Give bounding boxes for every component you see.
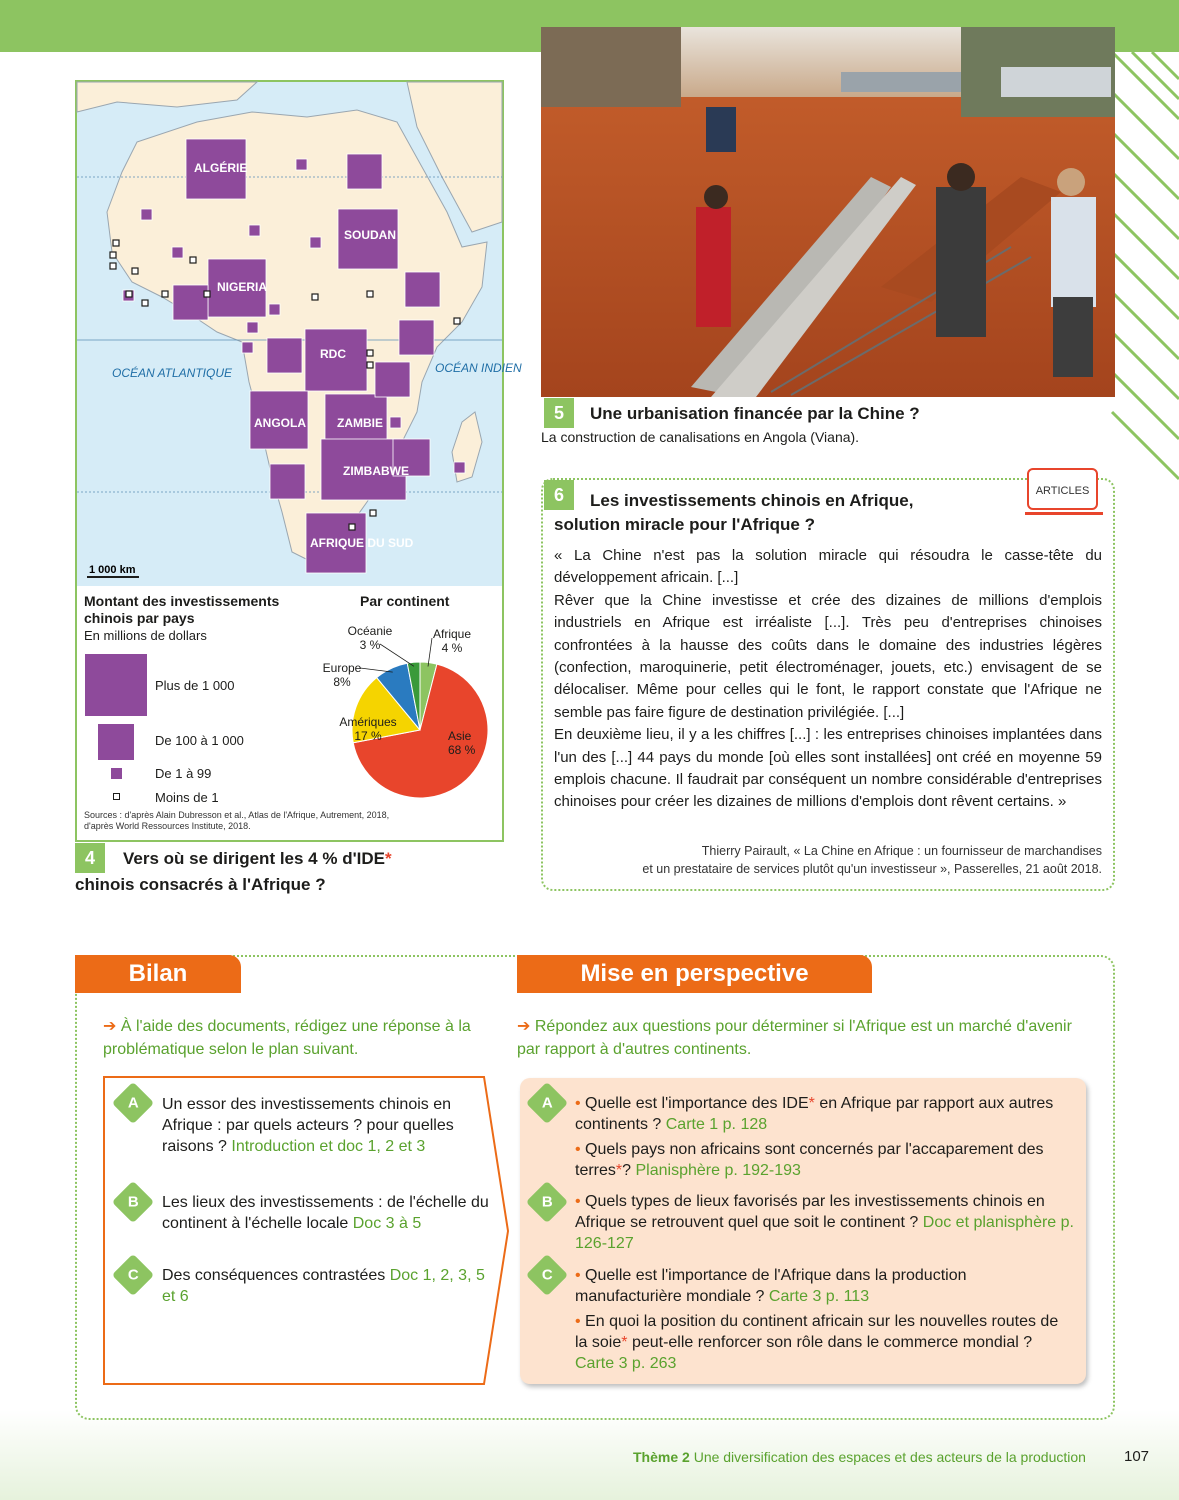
- label-nigeria: NIGERIA: [217, 280, 268, 294]
- label-algerie: ALGÉRIE: [194, 161, 248, 175]
- articles-tag: ARTICLES: [1027, 468, 1098, 510]
- perspective-tab: Mise en perspective: [517, 955, 872, 993]
- legend-square-tiny: [113, 793, 120, 800]
- bilan-intro: ➔ À l'aide des documents, rédigez une réponse à la problématique selon le plan suivant.: [103, 1018, 471, 1058]
- africa-map: [77, 82, 522, 586]
- persp-letter-a: A: [526, 1082, 568, 1124]
- footer-theme: Thème 2 Une diversification des espaces et des acteurs de la production: [633, 1449, 1086, 1465]
- doc6-title-line2: solution miracle pour l'Afrique ?: [554, 515, 815, 534]
- doc5-title: Une urbanisation financée par la Chine ?: [590, 404, 920, 423]
- label-soudan: SOUDAN: [344, 228, 397, 242]
- legend-unit: En millions de dollars: [84, 628, 207, 643]
- label-ocean-atlantique: OCÉAN ATLANTIQUE: [112, 366, 233, 380]
- label-ocean-indien: OCÉAN INDIEN: [435, 361, 522, 375]
- pie-label-afrique: Afrique: [432, 627, 472, 641]
- legend-item-1: Plus de 1 000: [155, 678, 235, 693]
- pie-value-océanie: 3 %: [359, 638, 381, 652]
- attribution-line-1: Thierry Pairault, « La Chine en Afrique : un fournisseur de marchandises: [701, 844, 1102, 858]
- sources-line-1: Sources : d'après Alain Dubresson et al., Atlas de l'Afrique, Autrement, 2018,: [84, 810, 390, 820]
- plan-letter-a: A: [112, 1082, 154, 1124]
- persp-letter-c: C: [526, 1254, 568, 1296]
- bilan-tab: Bilan: [75, 955, 241, 993]
- plan-letter-c: C: [112, 1254, 154, 1296]
- persp-letter-b: B: [526, 1181, 568, 1223]
- map-sources: [84, 810, 424, 832]
- label-zimbabwe: ZIMBABWE: [343, 464, 409, 478]
- doc6-article-text: [554, 545, 1102, 814]
- doc5-caption: La construction de canalisations en Angola (Viana).: [541, 429, 860, 445]
- pie-value-afrique: 4 %: [441, 641, 463, 655]
- sources-line-2: d'après World Ressources Institute, 2018.: [84, 821, 251, 831]
- pie-label-europe: Europe: [322, 661, 362, 675]
- legend-item-2: De 100 à 1 000: [155, 733, 244, 748]
- doc6-attribution: [554, 842, 1102, 878]
- doc6-number: 6: [544, 480, 574, 510]
- plan-letter-b: B: [112, 1181, 154, 1223]
- articles-tag-underline: [1025, 512, 1103, 515]
- persp-question-c2: • En quoi la position du continent africain sur les nouvelles routes de la soie* peut-elle renforcer son rôle dans le commerce mondial ? Carte 3 p. 263: [575, 1313, 1059, 1372]
- pie-value-asie: 68 %: [448, 743, 476, 757]
- legend-square-small: [111, 768, 122, 779]
- persp-question-c1: • Quelle est l'importance de l'Afrique dans la production manufacturière mondiale ? Carte 3 p. 113: [575, 1267, 967, 1305]
- legend-item-4: Moins de 1: [155, 790, 219, 805]
- label-angola: ANGOLA: [254, 416, 306, 430]
- pie-label-asie: Asie: [448, 729, 472, 743]
- label-rdc: RDC: [320, 347, 346, 361]
- pie-label-océanie: Océanie: [347, 624, 393, 638]
- doc4-title-line2: chinois consacrés à l'Afrique ?: [75, 875, 326, 894]
- pie-chart: [320, 620, 500, 810]
- label-zambie: ZAMBIE: [337, 416, 383, 430]
- attribution-line-2: et un prestataire de services plutôt qu'un investisseur », Passerelles, 21 août 2018.: [642, 862, 1102, 876]
- page-number: 107: [1124, 1448, 1150, 1465]
- persp-question-a1: • Quelle est l'importance des IDE* en Afrique par rapport aux autres continents ? Carte 1 p. 128: [575, 1095, 1054, 1133]
- pie-title: Par continent: [360, 593, 450, 609]
- decorative-stripes: [1112, 52, 1179, 492]
- pie-label-amériques: Amériques: [339, 715, 397, 729]
- article-paragraph: « La Chine n'est pas la solution miracle qui résoudra le casse-tête du développement africain. [...]: [554, 547, 1102, 587]
- legend-item-3: De 1 à 99: [155, 766, 212, 781]
- label-afrique-du-sud: AFRIQUE DU SUD: [310, 536, 414, 550]
- perspective-intro: ➔ Répondez aux questions pour déterminer si l'Afrique est un marché d'avenir par rapport à d'autres continents.: [517, 1018, 1072, 1058]
- article-paragraph: Rêver que la Chine investisse et crée des dizaines de millions d'emplois industriels en Afrique est irréaliste [...]. Très peu d'entreprises chinoises confrontées à la hausse des coûts dans le domaine des industries légères (confection, maroquinerie, petit électroménager, jouets, etc.) envisagent de se délocaliser. Même pour celles qui le font, le rapport constate que l'Afrique ne semble pas faire figure de destination privilégiée. [...]: [554, 591, 1102, 721]
- plan-item-b: Les lieux des investissements : de l'échelle du continent à l'échelle locale Doc 3 à 5: [162, 1194, 489, 1232]
- plan-item-a: Un essor des investissements chinois en Afrique : par quels acteurs ? pour quelles raisons ? Introduction et doc 1, 2 et 3: [162, 1096, 454, 1155]
- plan-item-c: Des conséquences contrastées Doc 1, 2, 3, 5 et 6: [162, 1267, 485, 1305]
- article-paragraph: En deuxième lieu, il y a les chiffres [...] : les entreprises chinoises implantées dans l'un des [...] 44 pays du monde [où elles sont installées] ont créé en moyenne 59 emplois chacune. Il faudrait par conséquent un nombre considérable d'entreprises chinoises pour créer les dizaines de millions d'emplois dont rêvent certains. »: [554, 726, 1102, 811]
- pie-value-amériques: 17 %: [354, 729, 382, 743]
- persp-question-a2: • Quels pays non africains sont concernés par l'accaparement des terres*? Planisphère p. 192-193: [575, 1141, 1044, 1179]
- persp-question-b1: • Quels types de lieux favorisés par les investissements chinois en Afrique se retrouvent quel que soit le continent ? Doc et planisphère p. 126-127: [575, 1193, 1074, 1252]
- pie-leader-line: [380, 644, 414, 666]
- legend-square-large: [85, 654, 147, 716]
- angola-construction-photo: [541, 27, 1115, 397]
- doc4-title: Vers où se dirigent les 4 % d'IDE*: [123, 849, 392, 868]
- legend-square-medium: [98, 724, 134, 760]
- doc6-title-line1: Les investissements chinois en Afrique,: [590, 491, 914, 510]
- doc5-number: 5: [544, 398, 574, 428]
- doc4-number: 4: [75, 843, 105, 873]
- map-scale: 1 000 km: [89, 564, 136, 576]
- legend-title: Montant des investissements chinois par pays: [84, 593, 280, 626]
- pie-value-europe: 8%: [333, 675, 351, 689]
- pie-leader-line: [428, 638, 432, 667]
